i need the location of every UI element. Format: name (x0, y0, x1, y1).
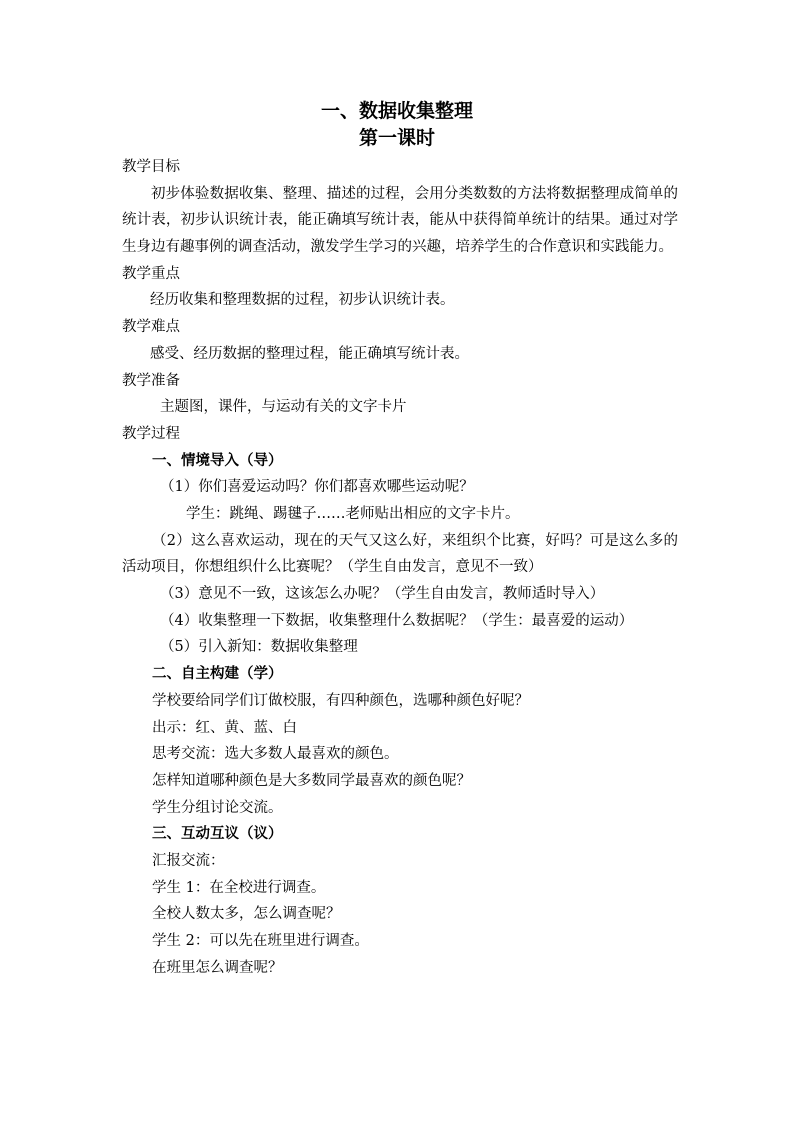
section-1-a1: 学生：跳绳、踢毽子……老师贴出相应的文字卡片。 (186, 505, 520, 522)
focus-heading: 教学重点 (122, 265, 180, 282)
section-1-q2: （2）这么喜欢运动，现在的天气又这么好，来组织个比赛，好吗？可是这么多的活动项目，你想组织什么比赛呢？（学生自由发言，意见不一致） (122, 532, 678, 576)
section-1-q4: （4）收集整理一下数据，收集整理什么数据呢？（学生：最喜爱的运动） (160, 612, 634, 629)
goal-paragraph: 初步体验数据收集、整理、描述的过程，会用分类数数的方法将数据整理成简单的统计表，初步认识统计表，能正确填写统计表，能从中获得简单统计的结果。通过对学生身边有趣事例的调查活动，激发学生学习的兴趣，培养学生的合作意识和实践能力。 (122, 185, 678, 256)
section-3-heading: 三、互动互议（议） (152, 825, 283, 843)
section-1-q3: （3）意见不一致，这该怎么办呢？（学生自由发言，教师适时导入） (160, 586, 605, 603)
process-heading: 教学过程 (122, 425, 180, 442)
section-2-line-3: 思考交流：选大多数人最喜欢的颜色。 (152, 746, 399, 763)
section-3-line-4: 学生 2：可以先在班里进行调查。 (152, 933, 369, 950)
section-3-line-3: 全校人数太多，怎么调查呢？ (152, 906, 341, 923)
document-title: 一、数据收集整理 (320, 100, 473, 122)
section-3-line-5: 在班里怎么调查呢？ (152, 959, 283, 976)
difficulty-text: 感受、经历数据的整理过程，能正确填写统计表。 (150, 345, 469, 362)
section-1-heading: 一、情境导入（导） (152, 451, 283, 469)
section-2-line-4: 怎样知道哪种颜色是大多数同学最喜欢的颜色呢？ (152, 772, 471, 789)
document-body (122, 154, 678, 981)
prep-text: 主题图，课件，与运动有关的文字卡片 (160, 399, 407, 416)
goal-heading: 教学目标 (122, 159, 180, 175)
section-3-line-1: 汇报交流： (152, 852, 225, 869)
section-2-heading: 二、自主构建（学） (152, 665, 283, 683)
section-2-line-5: 学生分组讨论交流。 (152, 799, 283, 816)
focus-text: 经历收集和整理数据的过程，初步认识统计表。 (150, 292, 455, 309)
prep-heading: 教学准备 (122, 372, 180, 389)
document-subtitle: 第一课时 (358, 127, 435, 149)
section-2-line-2: 出示：红、黄、蓝、白 (152, 719, 297, 736)
section-1-q1: （1）你们喜爱运动吗？你们都喜欢哪些运动呢？ (160, 479, 474, 496)
section-2-line-1: 学校要给同学们订做校服，有四种颜色，选哪种颜色好呢？ (152, 692, 529, 709)
difficulty-heading: 教学难点 (122, 319, 180, 336)
section-1-q5: （5）引入新知：数据收集整理 (160, 639, 358, 656)
section-3-line-2: 学生 1：在全校进行调查。 (152, 879, 326, 896)
